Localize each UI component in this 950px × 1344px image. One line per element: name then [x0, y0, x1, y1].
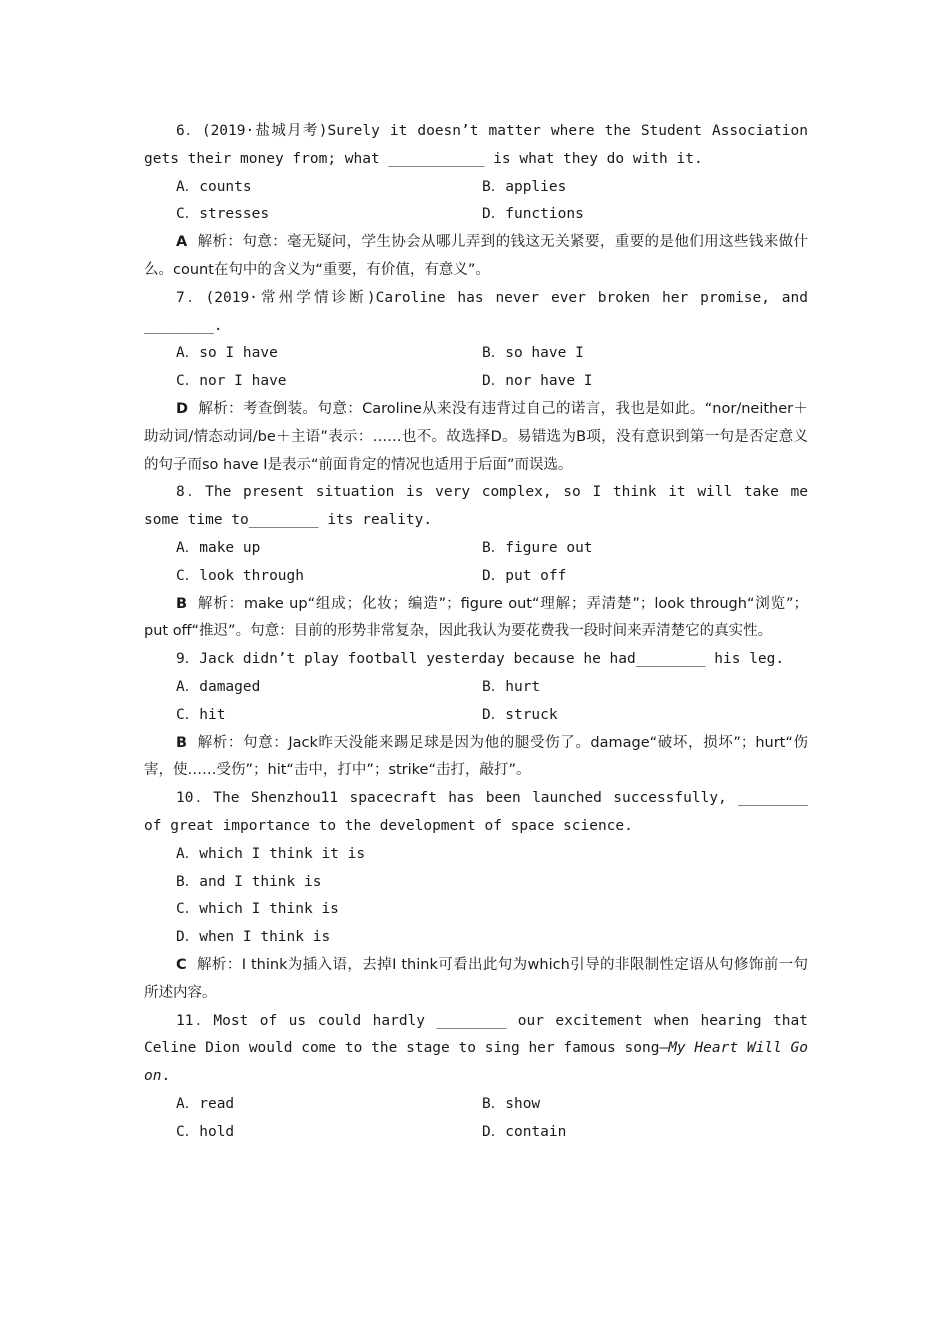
question-10-options	[144, 841, 808, 952]
option-a: A．so I have	[176, 345, 278, 362]
option-a: A．make up	[176, 539, 261, 556]
question-9-options	[144, 674, 808, 730]
question-10-stem: 10．The Shenzhou11 spacecraft has been launched successfully, ________ of great importance to the development of space science.	[144, 790, 808, 834]
answer-key: C	[176, 956, 187, 973]
question-7-analysis: D 解析：考查倒装。句意：Caroline从来没有违背过自己的诺言，我也是如此。“nor/neither＋助动词/情态动词/be＋主语”表示：……也不。故选择D。易错选为B项，没有意识到第一句是否定意义的句子而so have I是表示“前面肯定的情况也适用于后面”而误选。	[144, 400, 808, 473]
option-d: D．struck	[482, 706, 558, 723]
answer-key: B	[176, 734, 188, 751]
question-10-analysis: C 解析：I think为插入语，去掉I think可看出此句为which引导的非限制性定语从句修饰前一句所述内容。	[144, 956, 808, 1001]
option-c: C．nor I have	[176, 373, 287, 390]
option-c: C．hold	[176, 1123, 235, 1140]
answer-key: A	[176, 234, 188, 251]
question-11-options	[144, 1091, 808, 1147]
option-d: D．when I think is	[176, 929, 331, 946]
option-d: D．nor have I	[482, 373, 593, 390]
question-9-analysis: B 解析：句意：Jack昨天没能来踢足球是因为他的腿受伤了。damage“破坏，损坏”；hurt“伤害，使……受伤”；hit“击中，打中”；strike“击打，敲打”。	[144, 734, 808, 779]
option-c: C．look through	[176, 567, 304, 584]
option-a: A．read	[176, 1095, 235, 1112]
question-7-options	[144, 340, 808, 396]
option-b: B．figure out	[482, 539, 593, 556]
worksheet-page	[144, 118, 808, 1146]
option-b: B．show	[482, 1095, 541, 1112]
question-6-analysis: A 解析：句意：毫无疑问，学生协会从哪儿弄到的钱这无关紧要，重要的是他们用这些钱来做什么。count在句中的含义为“重要，有价值，有意义”。	[144, 234, 808, 278]
answer-key: D	[176, 400, 189, 417]
option-a: A．counts	[176, 178, 252, 195]
option-d: D．put off	[482, 567, 567, 584]
question-7-stem: 7．(2019·常州学情诊断)Caroline has never ever broken her promise, and ________.	[144, 289, 808, 334]
option-b: B．so have I	[482, 345, 584, 362]
option-d: D．contain	[482, 1123, 567, 1140]
option-c: C．which I think is	[176, 901, 339, 918]
option-a: A．which I think it is	[176, 845, 366, 862]
question-6-options	[144, 174, 808, 230]
question-8-analysis: B 解析：make up“组成；化妆；编造”；figure out“理解；弄清楚”；look through“浏览”；put off“推迟”。句意：目前的形势非常复杂，因此我认为要花费我一段时间来弄清楚它的真实性。	[144, 595, 808, 640]
question-6-stem: 6．(2019·盐城月考)Surely it doesn’t matter where the Student Association gets their money from; what ___________ is what they do with it.	[144, 123, 808, 167]
answer-key: B	[176, 595, 188, 612]
option-b: B．applies	[482, 178, 567, 195]
option-b: B．hurt	[482, 678, 541, 695]
option-b: B．and I think is	[176, 873, 322, 890]
question-11-stem: 11．Most of us could hardly ________ our excitement when hearing that Celine Dion would come to the stage to sing her famous song—My Heart Will Go on.	[144, 1012, 808, 1085]
question-8-stem: 8．The present situation is very complex, so I think it will take me some time to________ its reality.	[144, 484, 808, 529]
song-title: My Heart Will Go on	[144, 1040, 808, 1085]
option-c: C．hit	[176, 706, 226, 723]
option-c: C．stresses	[176, 206, 270, 223]
option-a: A．damaged	[176, 678, 261, 695]
question-8-options	[144, 535, 808, 591]
question-9-stem: 9．Jack didn’t play football yesterday because he had________ his leg.	[176, 651, 785, 668]
option-d: D．functions	[482, 206, 584, 223]
